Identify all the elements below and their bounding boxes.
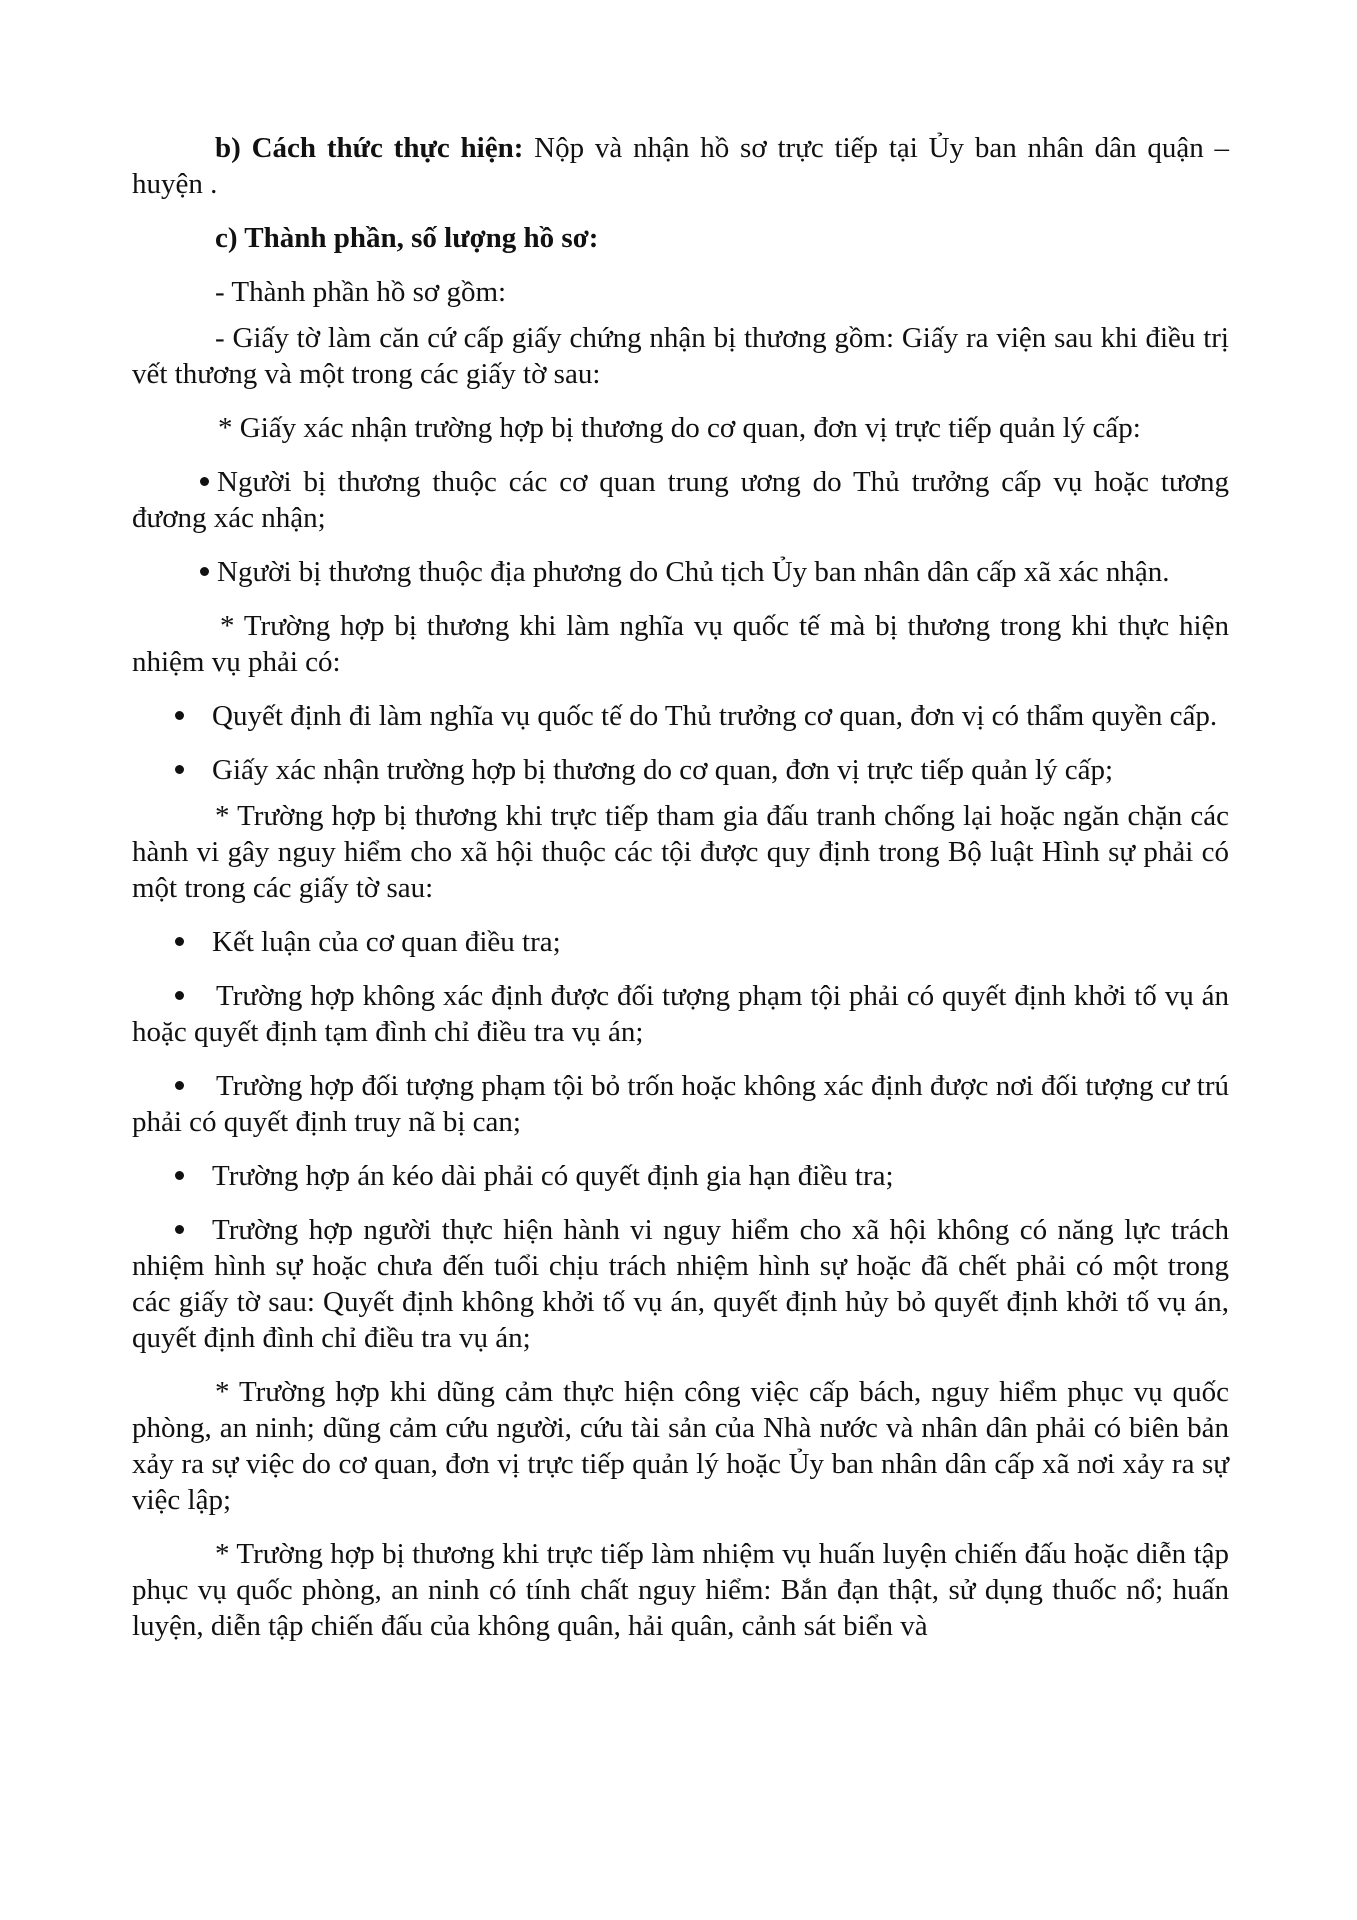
bullet-icon: [175, 765, 184, 774]
paragraph-2: - Giấy tờ làm căn cứ cấp giấy chứng nhận bị thương gồm: Giấy ra viện sau khi điều trị vết thương và một trong các giấy tờ sau:: [132, 322, 1229, 390]
list-item-text: Trường hợp đối tượng phạm tội bỏ trốn hoặc không xác định được nơi đối tượng cư trú phải có quyết định truy nã bị can;: [132, 1070, 1229, 1138]
paragraph-5: * Trường hợp bị thương khi trực tiếp tham gia đấu tranh chống lại hoặc ngăn chặn các hành vi gây nguy hiểm cho xã hội thuộc các tội được quy định trong Bộ luật Hình sự phải có một trong các giấy tờ sau:: [132, 800, 1229, 904]
list-item-text: Người bị thương thuộc địa phương do Chủ tịch Ủy ban nhân dân cấp xã xác nhận.: [217, 556, 1170, 588]
bullet-icon: [200, 567, 209, 576]
bullet-icon: [175, 711, 184, 720]
list-item: [132, 1158, 1229, 1194]
bullet-icon: [175, 1081, 184, 1090]
list-item-text: Người bị thương thuộc các cơ quan trung ương do Thủ trưởng cấp vụ hoặc tương đương xác nhận;: [132, 466, 1229, 534]
section-b-text: Nộp và nhận hồ sơ trực tiếp tại Ủy ban nhân dân quận – huyện .: [132, 132, 1229, 200]
paragraph-6: * Trường hợp khi dũng cảm thực hiện công việc cấp bách, nguy hiểm phục vụ quốc phòng, an ninh; dũng cảm cứu người, cứu tài sản của Nhà nước và nhân dân phải có biên bản xảy ra sự việc do cơ quan, đơn vị trực tiếp quản lý hoặc Ủy ban nhân dân cấp xã nơi xảy ra sự việc lập;: [132, 1376, 1229, 1516]
list-item: [132, 554, 1229, 590]
bullet-icon: [175, 937, 184, 946]
list-item-text: Trường hợp không xác định được đối tượng phạm tội phải có quyết định khởi tố vụ án hoặc quyết định tạm đình chỉ điều tra vụ án;: [132, 980, 1229, 1048]
bullet-icon: [175, 1171, 184, 1180]
list-item: [132, 698, 1229, 734]
list-item: [132, 978, 1229, 1050]
section-b-heading: b) Cách thức thực hiện:: [215, 132, 524, 164]
list-item-text: Kết luận của cơ quan điều tra;: [212, 926, 561, 958]
list-item: [132, 924, 1229, 960]
section-c-heading: c) Thành phần, số lượng hồ sơ:: [215, 222, 599, 254]
bullet-icon: [200, 477, 209, 486]
paragraph-4: * Trường hợp bị thương khi làm nghĩa vụ quốc tế mà bị thương trong khi thực hiện nhiệm vụ phải có:: [132, 610, 1229, 678]
paragraph-1: - Thành phần hồ sơ gồm:: [215, 276, 507, 308]
list-item-text: Trường hợp án kéo dài phải có quyết định gia hạn điều tra;: [212, 1160, 894, 1192]
list-item-text: Quyết định đi làm nghĩa vụ quốc tế do Thủ trưởng cơ quan, đơn vị có thẩm quyền cấp.: [212, 700, 1218, 732]
paragraph-3: * Giấy xác nhận trường hợp bị thương do cơ quan, đơn vị trực tiếp quản lý cấp:: [218, 412, 1141, 444]
list-item: [132, 1212, 1229, 1356]
list-item: [132, 752, 1229, 788]
section-b-paragraph: [132, 130, 1229, 202]
bullet-icon: [175, 1225, 184, 1234]
paragraph-7: * Trường hợp bị thương khi trực tiếp làm nhiệm vụ huấn luyện chiến đấu hoặc diễn tập phục vụ quốc phòng, an ninh có tính chất nguy hiểm: Bắn đạn thật, sử dụng thuốc nổ; huấn luyện, diễn tập chiến đấu của không quân, hải quân, cảnh sát biển và: [132, 1538, 1229, 1642]
bullet-icon: [175, 991, 184, 1000]
list-item: [132, 464, 1229, 536]
list-item: [132, 1068, 1229, 1140]
list-item-text: Giấy xác nhận trường hợp bị thương do cơ quan, đơn vị trực tiếp quản lý cấp;: [212, 754, 1113, 786]
list-item-text: Trường hợp người thực hiện hành vi nguy hiểm cho xã hội không có năng lực trách nhiệm hình sự hoặc chưa đến tuổi chịu trách nhiệm hình sự hoặc đã chết phải có một trong các giấy tờ sau: Quyết định không khởi tố vụ án, quyết định hủy bỏ quyết định khởi tố vụ án, quyết định đình chỉ điều tra vụ án;: [132, 1214, 1229, 1354]
